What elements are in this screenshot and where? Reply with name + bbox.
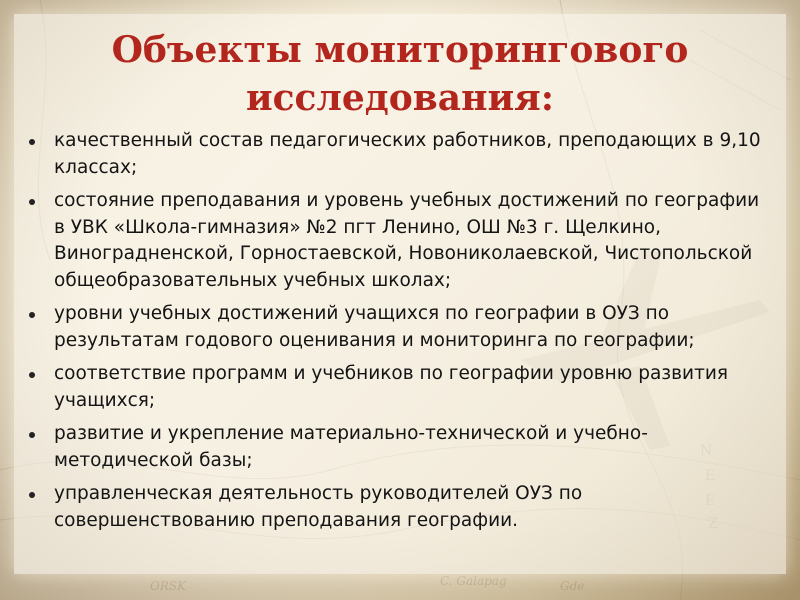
svg-text:C. Galapag: C. Galapag	[440, 574, 507, 588]
list-item-text: уровни учебных достижений учащихся по географии в ОУЗ по результатам годового оценивания и мониторинга по географии;	[54, 303, 695, 351]
bullet-icon	[29, 199, 35, 205]
bullet-icon	[29, 372, 35, 378]
list-item	[22, 301, 762, 354]
list-item	[22, 128, 762, 181]
list-item	[22, 481, 762, 534]
bullet-icon	[29, 492, 35, 498]
svg-text:Gde: Gde	[560, 579, 585, 593]
list-item	[22, 421, 762, 474]
list-item	[22, 361, 762, 414]
list-item-text: качественный состав педагогических работников, преподающих в 9,10 классах;	[54, 130, 761, 178]
slide-title: Объекты мониторингового исследования:	[111, 29, 689, 119]
list-item-text: управленческая деятельность руководителей ОУЗ по совершенствованию преподавания географии.	[54, 483, 583, 531]
bullet-icon	[29, 432, 35, 438]
list-item-text: состояние преподавания и уровень учебных достижений по географии в УВК «Школа-гимназия» №2 пгт Ленино, ОШ №3 г. Щелкино, Винограднeнской, Горностаевской, Новониколаевской, Чистопольской общеобразовательных учебных школах;	[54, 190, 760, 291]
list-item	[22, 188, 762, 294]
list-item-text: соответствие программ и учебников по географии уровню развития учащихся;	[54, 363, 728, 411]
bullet-list	[22, 128, 762, 541]
bullet-icon	[29, 312, 35, 318]
list-item-text: развитие и укрепление материально-технической и учебно-методической базы;	[54, 423, 648, 471]
bullet-icon	[29, 139, 35, 145]
svg-text:ORSK: ORSK	[150, 579, 187, 593]
